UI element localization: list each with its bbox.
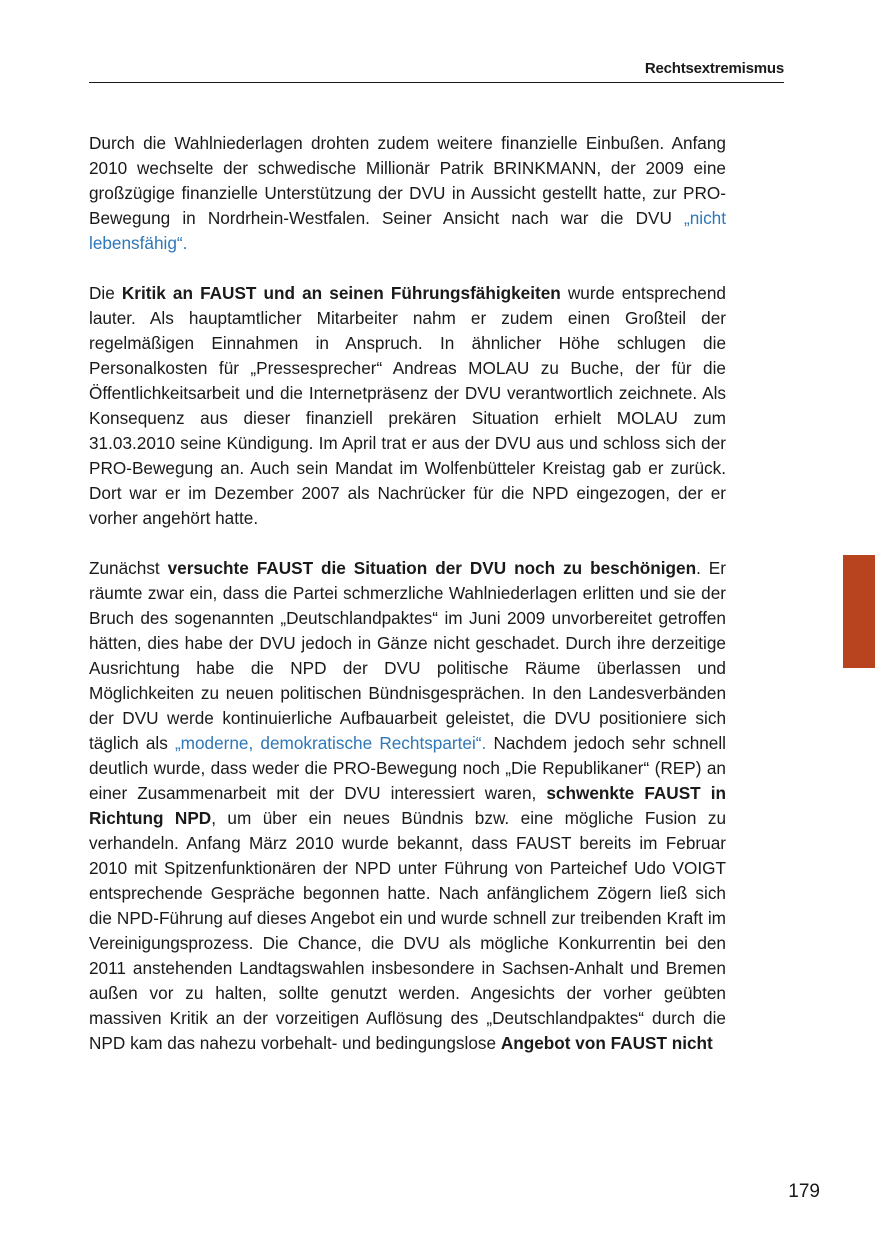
body-text [89,131,726,1081]
paragraph-3-text-2: . Er räumte zwar ein, dass die Partei schmerzliche Wahlniederlagen erlitten und sie der Bruch des sogenannten „Deutschlandpaktes“ im Juni 2009 unvorbereitet getroffen hätten, dies habe der DVU jedoch in Gänze nicht geschadet. Durch ihre derzeitige Ausrichtung habe die NPD der DVU politische Räume überlassen und Möglichkeiten zu neuen politischen Bündnisgesprächen. In den Landesverbänden der DVU werde kontinuierliche Aufbauarbeit geleistet, die DVU positioniere sich täglich als [89,558,726,753]
paragraph-3-text-3: Nachdem jedoch sehr schnell deutlich wurde, dass weder die PRO-Bewegung noch „Die Republikaner“ (REP) an einer Zusammenarbeit mit der DVU interessiert waren, [89,733,727,803]
chapter-tab-marker [843,555,875,668]
paragraph-2-text-rest: wurde entsprechend lauter. Als hauptamtlicher Mitarbeiter nahm er zudem einen Großteil der regelmäßigen Einnahmen in Anspruch. In ähnlicher Höhe schlugen die Personalkosten für „Pressesprecher“ Andreas MOLAU zu Buche, der für die Öffentlichkeitsarbeit und die Internetpräsenz der DVU verantwortlich zeichnete. Als Konsequenz aus dieser finanziell prekären Situation erhielt MOLAU zum 31.03.2010 seine Kündigung. Im April trat er aus der DVU aus und schloss sich der PRO-Bewegung an. Auch sein Mandat im Wolfenbütteler Kreistag gab er zurück. Dort war er im Dezember 2007 als Nachrücker für die NPD eingezogen, der er vorher angehört hatte. [89,283,726,528]
header-title: Rechtsextremismus [644,60,784,77]
page-number: 179 [788,1181,820,1202]
paragraph-2-emphasis: Kritik an FAUST und an seinen Führungsfähigkeiten [121,283,561,303]
paragraph-3-emphasis-2: schwenkte FAUST in Richtung NPD [89,783,726,828]
paragraph-3-emphasis-3: Angebot von FAUST nicht [500,1033,713,1053]
paragraph-3-emphasis-1: versuchte FAUST die Situation der DVU noch zu beschönigen [167,558,697,578]
paragraph-2 [89,281,726,531]
paragraph-3 [89,556,726,1056]
paragraph-1 [89,131,726,256]
paragraph-1-quote: „nicht lebensfähig“. [89,208,726,253]
paragraph-3-text-4: , um über ein neues Bündnis bzw. eine mögliche Fusion zu verhandeln. Anfang März 2010 wurde bekannt, dass FAUST bereits im Februar 2010 mit Spitzenfunktionären der NPD unter Führung von Parteichef Udo VOIGT entsprechende Gespräche begonnen hatte. Nach anfänglichem Zögern ließ sich die NPD-Führung auf dieses Angebot ein und wurde schnell zur treibenden Kraft im Vereinigungsprozess. Die Chance, die DVU als mögliche Konkurrentin bei den 2011 anstehenden Landtagswahlen insbesondere in Sachsen-Anhalt und Bremen außen vor zu halten, sollte genutzt werden. Angesichts der vorher geübten massiven Kritik an der vorzeitigen Auflösung des „Deutschlandpaktes“ durch die NPD kam das nahezu vorbehalt- und bedingungslose [89,808,726,1053]
paragraph-2-text-start: Die [89,283,122,303]
paragraph-3-text-start: Zunächst [89,558,168,578]
running-header [89,58,784,83]
paragraph-3-quote: „moderne, demokratische Rechtspartei“. [174,733,487,753]
paragraph-1-text: Durch die Wahlniederlagen drohten zudem weitere finanzielle Einbußen. Anfang 2010 wechselte der schwedische Millionär Patrik BRINKMANN, der 2009 eine großzügige finanzielle Unterstützung der DVU in Aussicht gestellt hatte, zur PRO-Bewegung in Nordrhein-Westfalen. Seiner Ansicht nach war die DVU [89,133,726,228]
